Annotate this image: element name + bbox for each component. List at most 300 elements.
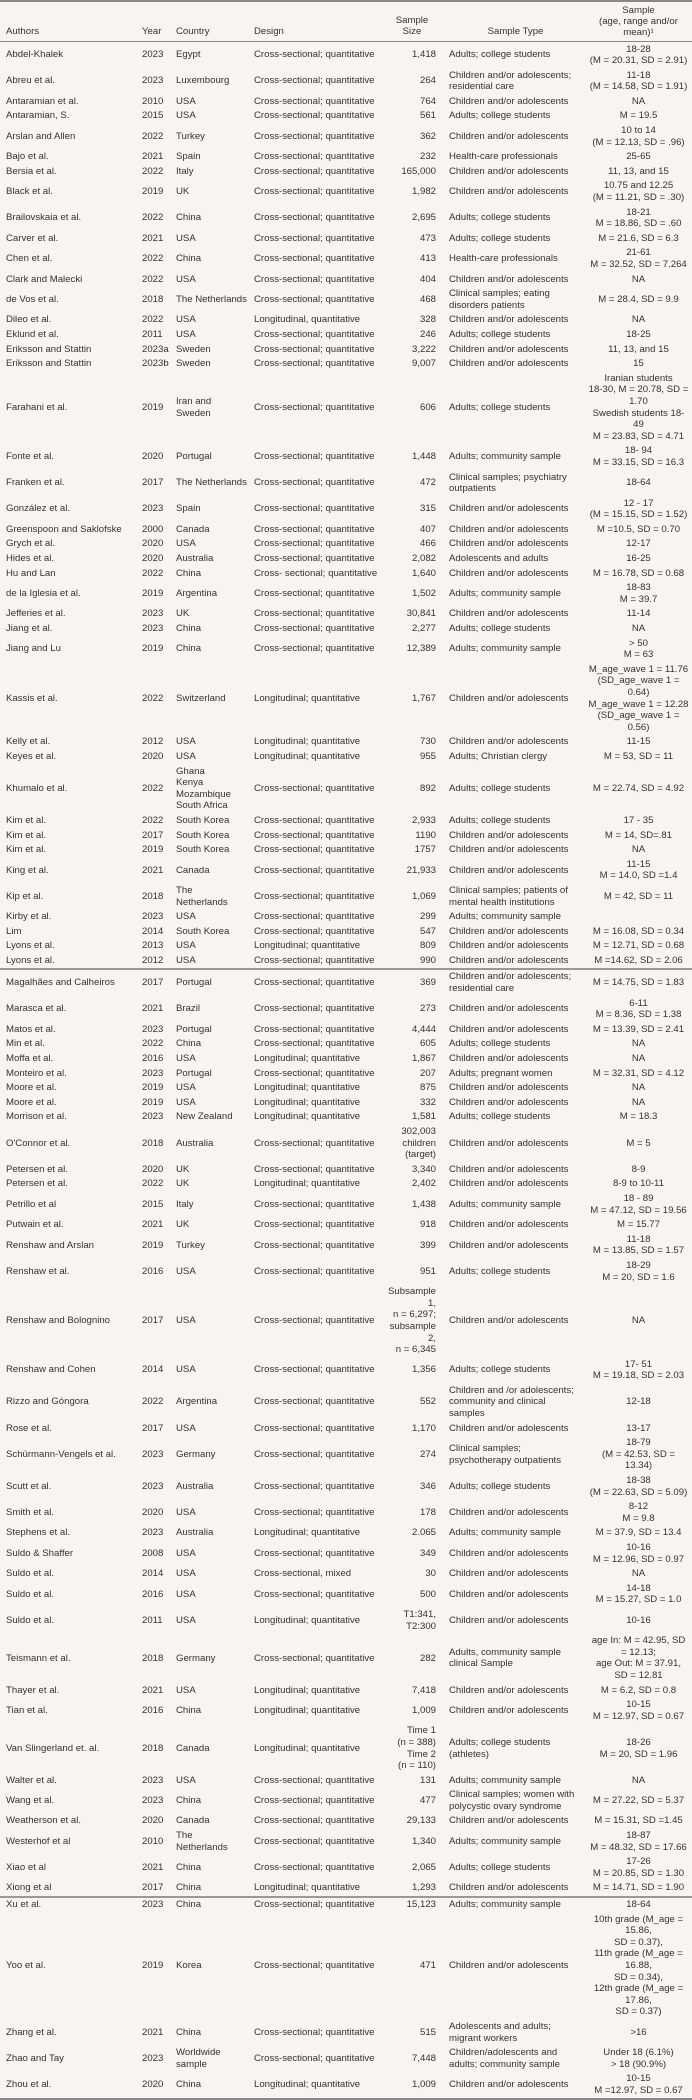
design-cell: Cross-sectional; quantitative bbox=[254, 1422, 375, 1434]
sample-type-cell: Health-care professionals bbox=[449, 151, 558, 163]
table-row bbox=[0, 287, 692, 313]
sample-size-cell: 274 bbox=[419, 1448, 436, 1460]
design-cell: Cross-sectional; quantitative bbox=[254, 1960, 375, 1971]
table-row bbox=[0, 1912, 692, 2019]
design-cell: Cross-sectional; quantitative bbox=[254, 503, 375, 515]
country-cell: USA bbox=[176, 911, 196, 923]
sample-age-cell: NA bbox=[631, 1774, 646, 1786]
design-cell: Cross-sectional; quantitative bbox=[254, 253, 375, 265]
sample-type-cell: Children and/or adolescents bbox=[449, 1547, 569, 1559]
sample-type-cell: Children and /or adolescents; community and clinical samples bbox=[449, 1384, 574, 1420]
author-cell: Jefferies et al. bbox=[6, 608, 66, 620]
year-cell: 2023 bbox=[142, 911, 164, 923]
country-cell: Spain bbox=[176, 503, 201, 515]
sample-age-cell: NA bbox=[631, 273, 646, 285]
sample-type-cell: Adults; college students bbox=[449, 1862, 551, 1874]
country-cell: USA bbox=[176, 1588, 196, 1600]
year-cell: 2022 bbox=[142, 1038, 164, 1050]
sample-size-cell: Subsample 1, n = 6,297; subsample 2, n = 6,345 bbox=[388, 1286, 436, 1356]
country-cell: China bbox=[176, 212, 202, 224]
year-cell: 2023 bbox=[142, 1480, 164, 1492]
design-cell: Longitudinal; quantitative bbox=[254, 692, 361, 704]
sample-type-cell: Clinical samples; women with polycystic ovary syndrome bbox=[449, 1789, 575, 1812]
sample-type-cell: Adults; community sample bbox=[449, 1835, 561, 1847]
sample-type-cell: Children and/or adolescents bbox=[449, 1003, 569, 1015]
sample-age-cell: 18-64 bbox=[626, 477, 651, 489]
sample-type-cell: Children and/or adolescents bbox=[449, 1960, 569, 1971]
year-cell: 2016 bbox=[142, 1704, 164, 1716]
table-row bbox=[0, 1814, 692, 1829]
year-cell: 2021 bbox=[142, 1862, 164, 1874]
table-row bbox=[0, 2072, 692, 2099]
sample-age-cell: 18-79 (M = 42.53, SD = 13.34) bbox=[601, 1437, 676, 1472]
table-row bbox=[0, 969, 692, 996]
sample-age-cell: M = 5 bbox=[626, 1137, 651, 1149]
sample-age-cell: 17 - 35 bbox=[623, 814, 654, 826]
author-cell: Zhao and Tay bbox=[6, 2052, 64, 2064]
table-row bbox=[0, 537, 692, 552]
sample-size-cell: 346 bbox=[419, 1480, 436, 1492]
design-cell: Cross-sectional; quantitative bbox=[254, 623, 375, 635]
design-cell: Longitudinal; quantitative bbox=[254, 1178, 361, 1190]
table-row bbox=[0, 164, 692, 179]
sample-size-cell: 918 bbox=[419, 1219, 436, 1231]
table-row bbox=[0, 813, 692, 828]
sample-age-cell: 10 to 14 (M = 12.13, SD = .96) bbox=[592, 125, 685, 148]
table-row bbox=[0, 1897, 692, 1913]
table-row bbox=[0, 1634, 692, 1683]
author-cell: Jiang and Lu bbox=[6, 643, 61, 655]
author-cell: Abdel-Khalek bbox=[6, 49, 64, 61]
sample-age-cell: NA bbox=[631, 1053, 646, 1065]
author-cell: Antaramian et al. bbox=[6, 95, 79, 107]
author-cell: Hides et al. bbox=[6, 553, 54, 565]
year-cell: 2023 bbox=[142, 1527, 164, 1539]
country-cell: South Korea bbox=[176, 925, 230, 937]
author-cell: Yoo et al. bbox=[6, 1960, 46, 1971]
year-cell: 2014 bbox=[142, 925, 164, 937]
table-row bbox=[0, 1383, 692, 1421]
author-cell: Eriksson and Stattin bbox=[6, 343, 92, 355]
table-row bbox=[0, 1037, 692, 1052]
sample-size-cell: 299 bbox=[419, 911, 436, 923]
table-row bbox=[0, 1829, 692, 1855]
year-cell: 2023 bbox=[142, 608, 164, 620]
table-row bbox=[0, 1162, 692, 1177]
country-cell: Korea bbox=[176, 1960, 202, 1971]
sample-type-cell: Adults; community sample bbox=[449, 911, 561, 923]
sample-age-cell: 11-15 bbox=[626, 736, 651, 748]
country-cell: Germany bbox=[176, 1448, 216, 1460]
sample-size-cell: 131 bbox=[419, 1774, 436, 1786]
sample-size-cell: 315 bbox=[419, 503, 436, 515]
year-cell: 2016 bbox=[142, 1588, 164, 1600]
sample-type-cell: Children and/or adolescents bbox=[449, 1163, 569, 1175]
sample-type-cell: Children and/or adolescents bbox=[449, 343, 569, 355]
year-cell: 2023b bbox=[142, 358, 169, 370]
design-cell: Longitudinal; quantitative bbox=[251, 2072, 385, 2099]
design-cell: Cross-sectional; quantitative bbox=[254, 358, 375, 370]
sample-size-cell: T1:341, T2:300 bbox=[403, 1608, 436, 1632]
sample-type-cell: Children and/or adolescents bbox=[449, 186, 569, 198]
sample-type-cell: Children and/or adolescents bbox=[449, 273, 569, 285]
sample-size-cell: 809 bbox=[419, 940, 436, 952]
year-cell: 2018 bbox=[142, 1652, 164, 1664]
author-cell: Stephens et al. bbox=[6, 1527, 71, 1539]
country-cell: UK bbox=[176, 1178, 190, 1190]
design-cell: Cross-sectional; quantitative bbox=[254, 1219, 375, 1231]
design-cell: Cross-sectional; quantitative bbox=[254, 1315, 375, 1327]
country-cell: Italy bbox=[176, 165, 194, 177]
sample-type-cell: Children and/or adolescents bbox=[449, 829, 569, 841]
sample-type-cell: Children and/or adolescents bbox=[449, 844, 569, 856]
author-cell: Lyons et al. bbox=[6, 940, 55, 952]
sample-age-cell: Under 18 (6.1%) > 18 (90.9%) bbox=[603, 2047, 674, 2070]
table-row bbox=[0, 231, 692, 246]
author-cell: Min et al. bbox=[6, 1038, 45, 1050]
sample-type-cell: Children and/or adolescents bbox=[449, 1096, 569, 1108]
design-cell: Cross-sectional; quantitative bbox=[254, 212, 375, 224]
header-sample-age: Sample (age, range and/or mean)¹ bbox=[585, 1, 692, 42]
country-cell: Turkey bbox=[176, 1239, 205, 1251]
sample-type-cell: Children and/or adolescents bbox=[449, 523, 569, 535]
design-cell: Cross-sectional; quantitative bbox=[254, 401, 375, 413]
author-cell: Schürmann-Vengels et al. bbox=[6, 1448, 116, 1460]
table-row bbox=[0, 1788, 692, 1814]
year-cell: 2023 bbox=[142, 1067, 164, 1079]
country-cell: China bbox=[173, 1897, 251, 1913]
year-cell: 2022 bbox=[142, 814, 164, 826]
sample-age-cell: 12 - 17 (M = 15.15, SD = 1.52) bbox=[589, 497, 688, 521]
table-row bbox=[0, 636, 692, 662]
sample-size-cell: 1,340 bbox=[411, 1835, 436, 1847]
country-cell: China bbox=[173, 2072, 251, 2099]
year-cell: 2017 bbox=[142, 477, 164, 489]
author-cell: Carver et al. bbox=[6, 232, 59, 244]
year-cell: 2015 bbox=[142, 110, 164, 122]
sample-size-cell: 892 bbox=[419, 782, 436, 794]
country-cell: Australia bbox=[176, 553, 214, 565]
table-row bbox=[0, 843, 692, 858]
year-cell: 2011 bbox=[142, 1614, 163, 1626]
sample-type-cell: Children and/or adolescents; residential care bbox=[449, 69, 572, 93]
design-cell: Cross-sectional; quantitative bbox=[254, 1652, 375, 1664]
author-cell: Kirby et al. bbox=[6, 911, 52, 923]
sample-age-cell: M = 15.31, SD =1.45 bbox=[594, 1815, 683, 1827]
author-cell: O'Connor et al. bbox=[6, 1137, 71, 1149]
sample-type-cell: Children and/or adolescents bbox=[449, 736, 569, 748]
country-cell: China bbox=[176, 2026, 202, 2038]
sample-size-cell: 2,402 bbox=[411, 1178, 436, 1190]
year-cell: 2017 bbox=[142, 1315, 164, 1327]
sample-size-cell: 1,982 bbox=[411, 186, 436, 198]
author-cell: Grych et al. bbox=[6, 538, 56, 550]
sample-size-cell: 1,438 bbox=[411, 1198, 436, 1210]
author-cell: Suldo et al. bbox=[6, 1588, 55, 1600]
sample-type-cell: Adults; college students bbox=[449, 1111, 551, 1123]
year-cell: 2022 bbox=[142, 314, 164, 326]
sample-type-cell: Adults; community sample bbox=[449, 588, 561, 600]
sample-age-cell: M = 14.75, SD = 1.83 bbox=[585, 969, 692, 996]
table-row bbox=[0, 2019, 692, 2045]
country-cell: Portugal bbox=[176, 1023, 212, 1035]
year-cell: 2022 bbox=[142, 1396, 164, 1408]
table-row bbox=[0, 953, 692, 969]
year-cell: 2023 bbox=[142, 503, 164, 515]
year-cell: 2023 bbox=[142, 623, 164, 635]
sample-age-cell: 17- 51 M = 19.18, SD = 2.03 bbox=[592, 1358, 685, 1382]
design-cell: Cross-sectional; quantitative bbox=[254, 1774, 375, 1786]
sample-size-cell: 468 bbox=[419, 293, 436, 305]
table-row bbox=[0, 1125, 692, 1163]
sample-age-cell: 11-14 bbox=[626, 608, 651, 620]
sample-type-cell: Adults; college students bbox=[449, 1038, 551, 1050]
sample-size-cell: 1,293 bbox=[411, 1882, 436, 1894]
year-cell: 2019 bbox=[142, 643, 164, 655]
year-cell: 2015 bbox=[142, 1198, 164, 1210]
design-cell: Longitudinal; quantitative bbox=[254, 1527, 361, 1539]
year-cell: 2020 bbox=[142, 553, 164, 565]
author-cell: Moffa et al. bbox=[6, 1053, 54, 1065]
sample-type-cell: Children and/or adolescents bbox=[449, 1239, 569, 1251]
sample-size-cell: 990 bbox=[419, 954, 436, 966]
sample-type-cell: Children and/or adolescents bbox=[449, 1684, 569, 1696]
design-cell: Cross-sectional; quantitative bbox=[254, 1067, 375, 1079]
sample-size-cell: 7,418 bbox=[411, 1684, 436, 1696]
year-cell: 2008 bbox=[142, 1547, 164, 1559]
table-row bbox=[0, 496, 692, 522]
country-cell: Sweden bbox=[176, 358, 211, 370]
sample-size-cell: 1,767 bbox=[411, 692, 436, 704]
country-cell: UK bbox=[176, 608, 190, 620]
year-cell: 2023 bbox=[142, 1023, 164, 1035]
sample-age-cell: 12-18 bbox=[626, 1396, 651, 1408]
table-row bbox=[0, 552, 692, 567]
author-cell: Walter et al. bbox=[6, 1774, 57, 1786]
sample-age-cell: M = 16.78, SD = 0.68 bbox=[592, 567, 685, 579]
country-cell: USA bbox=[176, 1507, 196, 1519]
sample-type-cell: Adults; pregnant women bbox=[449, 1067, 553, 1079]
country-cell: USA bbox=[176, 273, 196, 285]
table-row bbox=[0, 857, 692, 883]
sample-size-cell: 500 bbox=[419, 1588, 436, 1600]
sample-type-cell: Adults; community sample bbox=[439, 1897, 585, 1913]
author-cell: Jiang et al. bbox=[6, 623, 53, 635]
author-cell: Lyons et al. bbox=[6, 954, 55, 966]
table-row bbox=[0, 444, 692, 470]
design-cell: Longitudinal, quantitative bbox=[254, 314, 361, 326]
author-cell: Smith et al. bbox=[6, 1507, 54, 1519]
author-cell: Franken et al. bbox=[6, 477, 65, 489]
author-cell: Greenspoon and Saklofske bbox=[6, 523, 122, 535]
author-cell: Bajo et al. bbox=[6, 151, 49, 163]
country-cell: USA bbox=[176, 1422, 196, 1434]
year-cell: 2018 bbox=[142, 1137, 164, 1149]
author-cell: Keyes et al. bbox=[6, 750, 57, 762]
table-row bbox=[0, 150, 692, 165]
country-cell: Ghana Kenya Mozambique South Africa bbox=[176, 765, 231, 812]
sample-size-cell: 273 bbox=[419, 1003, 436, 1015]
year-cell: 2022 bbox=[142, 253, 164, 265]
country-cell: USA bbox=[176, 232, 196, 244]
country-cell: USA bbox=[176, 314, 196, 326]
country-cell: USA bbox=[176, 1265, 196, 1277]
author-cell: González et al. bbox=[6, 503, 70, 515]
table-row bbox=[0, 1698, 692, 1724]
sample-type-cell: Adults; college students bbox=[449, 782, 551, 794]
country-cell: USA bbox=[176, 1096, 196, 1108]
design-cell: Cross-sectional; quantitative bbox=[254, 151, 375, 163]
design-cell: Cross-sectional; quantitative bbox=[254, 1364, 375, 1376]
author-cell: Eklund et al. bbox=[6, 328, 59, 340]
design-cell: Longitudinal; quantitative bbox=[254, 750, 361, 762]
sample-size-cell: 1,502 bbox=[411, 588, 436, 600]
sample-size-cell: 328 bbox=[419, 314, 436, 326]
year-cell: 2022 bbox=[142, 692, 164, 704]
sample-age-cell: 18-87 M = 48.32, SD = 17.66 bbox=[590, 1830, 687, 1853]
table-row bbox=[0, 522, 692, 537]
country-cell: USA bbox=[176, 940, 196, 952]
country-cell: The Netherlands bbox=[176, 1830, 228, 1853]
sample-age-cell: 15 bbox=[633, 358, 644, 370]
country-cell: Switzerland bbox=[176, 692, 226, 704]
sample-age-cell: M =14.62, SD = 2.06 bbox=[594, 954, 683, 966]
author-cell: Fonte et al. bbox=[6, 451, 54, 463]
table-row bbox=[0, 1258, 692, 1284]
sample-age-cell: 18-29 M = 20, SD = 1.6 bbox=[602, 1259, 675, 1283]
design-cell: Cross- sectional; quantitative bbox=[254, 567, 378, 579]
year-cell: 2011 bbox=[142, 328, 163, 340]
author-cell: Morrison et al. bbox=[6, 1111, 67, 1123]
header-country: Country bbox=[173, 1, 251, 42]
design-cell: Longitudinal; quantitative bbox=[254, 736, 361, 748]
table-row bbox=[0, 1177, 692, 1192]
author-cell: Eriksson and Stattin bbox=[6, 358, 92, 370]
country-cell: USA bbox=[176, 1774, 196, 1786]
sample-type-cell: Adults; community sample bbox=[449, 1774, 561, 1786]
sample-type-cell: Children and/or adolescents bbox=[449, 1315, 569, 1327]
sample-age-cell: 18- 94 M = 33.15, SD = 16.3 bbox=[592, 445, 685, 468]
author-cell: Renshaw and Arslan bbox=[6, 1239, 94, 1251]
sample-type-cell: Children and/or adolescents; residential care bbox=[439, 969, 585, 996]
sample-size-cell: 2,082 bbox=[411, 553, 436, 565]
design-cell: Cross-sectional; quantitative bbox=[254, 451, 375, 463]
design-cell: Cross-sectional; quantitative bbox=[254, 1163, 375, 1175]
year-cell: 2020 bbox=[142, 1507, 164, 1519]
year-cell: 2020 bbox=[142, 538, 164, 550]
sample-type-cell: Children and/or adolescents bbox=[449, 940, 569, 952]
country-cell: China bbox=[176, 1882, 202, 1894]
sample-size-cell: 29,133 bbox=[406, 1815, 436, 1827]
author-cell: Kim et al. bbox=[6, 844, 46, 856]
header-sample-size: Sample Size bbox=[385, 1, 439, 42]
country-cell: China bbox=[176, 1862, 202, 1874]
country-cell: Canada bbox=[176, 1742, 210, 1754]
country-cell: China bbox=[176, 643, 202, 655]
table-row bbox=[0, 1855, 692, 1881]
year-cell: 2020 bbox=[142, 451, 164, 463]
year-cell: 2021 bbox=[142, 1003, 164, 1015]
sample-size-cell: 3,340 bbox=[411, 1163, 436, 1175]
author-cell: Kip et al. bbox=[6, 890, 44, 902]
design-cell: Cross-sectional; quantitative bbox=[254, 1038, 375, 1050]
table-row bbox=[0, 1052, 692, 1067]
sample-size-cell: 951 bbox=[419, 1265, 436, 1277]
sample-size-cell: 1,581 bbox=[411, 1111, 436, 1123]
author-cell: Brailovskaia et al. bbox=[6, 212, 82, 224]
sample-age-cell bbox=[585, 910, 692, 925]
sample-type-cell: Children and/or adolescents bbox=[449, 692, 569, 704]
sample-age-cell: 11, 13, and 15 bbox=[608, 165, 669, 177]
table-row bbox=[0, 246, 692, 272]
sample-size-cell: 165,000 bbox=[401, 165, 436, 177]
sample-age-cell: 8-9 bbox=[631, 1163, 646, 1175]
sample-age-cell: M = 19.5 bbox=[619, 110, 658, 122]
year-cell: 2000 bbox=[142, 523, 164, 535]
year-cell: 2012 bbox=[142, 954, 164, 966]
country-cell: USA bbox=[176, 736, 196, 748]
year-cell: 2021 bbox=[142, 1219, 164, 1231]
author-cell: Clark and Malecki bbox=[6, 273, 83, 285]
sample-age-cell: M = 18.3 bbox=[619, 1111, 658, 1123]
author-cell: Xiao et al bbox=[6, 1862, 47, 1874]
sample-age-cell: M = 6.2, SD = 0.8 bbox=[600, 1684, 677, 1696]
sample-age-cell: M = 15.77 bbox=[617, 1219, 660, 1231]
sample-type-cell: Adults; Christian clergy bbox=[449, 750, 548, 762]
design-cell: Cross-sectional; quantitative bbox=[254, 1835, 375, 1847]
author-cell: Monteiro et al. bbox=[6, 1067, 67, 1079]
sample-age-cell: 18-83 M = 39.7 bbox=[619, 582, 658, 605]
table-row bbox=[0, 924, 692, 939]
author-cell: Antaramian, S. bbox=[6, 110, 70, 122]
author-cell: Petersen et al. bbox=[6, 1163, 68, 1175]
sample-type-cell: Clinical samples; psychotherapy outpatients bbox=[449, 1443, 562, 1466]
sample-age-cell: M = 16.08, SD = 0.34 bbox=[592, 925, 685, 937]
author-cell: Magalhães and Calheiros bbox=[0, 969, 139, 996]
sample-age-cell: 18-26 M = 20, SD = 1.96 bbox=[599, 1736, 678, 1760]
country-cell: China bbox=[176, 1704, 202, 1716]
sample-size-cell: 2,695 bbox=[411, 212, 436, 224]
sample-age-cell: NA bbox=[631, 314, 646, 326]
author-cell: Zhou et al. bbox=[0, 2072, 139, 2099]
author-cell: Thayer et al. bbox=[6, 1684, 60, 1696]
year-cell: 2023 bbox=[139, 1897, 173, 1913]
country-cell: USA bbox=[176, 750, 196, 762]
design-cell: Cross-sectional; quantitative bbox=[254, 1815, 375, 1827]
design-cell: Cross-sectional; quantitative bbox=[254, 75, 375, 87]
sample-age-cell: 18-25 bbox=[626, 328, 651, 340]
sample-age-cell: 16-25 bbox=[626, 553, 651, 565]
sample-age-cell: 21-61 M = 32.52, SD = 7.264 bbox=[590, 247, 687, 270]
table-row bbox=[0, 179, 692, 205]
table-row bbox=[0, 1022, 692, 1037]
design-cell: Cross-sectional; quantitative bbox=[254, 1480, 375, 1492]
design-cell: Cross-sectional; quantitative bbox=[254, 925, 375, 937]
year-cell: 2019 bbox=[142, 1960, 164, 1971]
author-cell: Van Slingerland et. al. bbox=[6, 1742, 100, 1754]
author-cell: Moore et al. bbox=[6, 1082, 57, 1094]
table-row bbox=[0, 1567, 692, 1582]
sample-size-cell: 1190 bbox=[415, 829, 436, 841]
sample-size-cell: 1,867 bbox=[411, 1053, 436, 1065]
sample-type-cell: Children and/or adolescents bbox=[449, 1588, 569, 1600]
sample-size-cell: 547 bbox=[419, 925, 436, 937]
author-cell: Matos et al. bbox=[6, 1023, 56, 1035]
sample-age-cell: M = 53, SD = 11 bbox=[603, 750, 674, 762]
sample-size-cell: 1,009 bbox=[411, 1704, 436, 1716]
author-cell: Hu and Lan bbox=[6, 567, 56, 579]
table-row bbox=[0, 94, 692, 109]
